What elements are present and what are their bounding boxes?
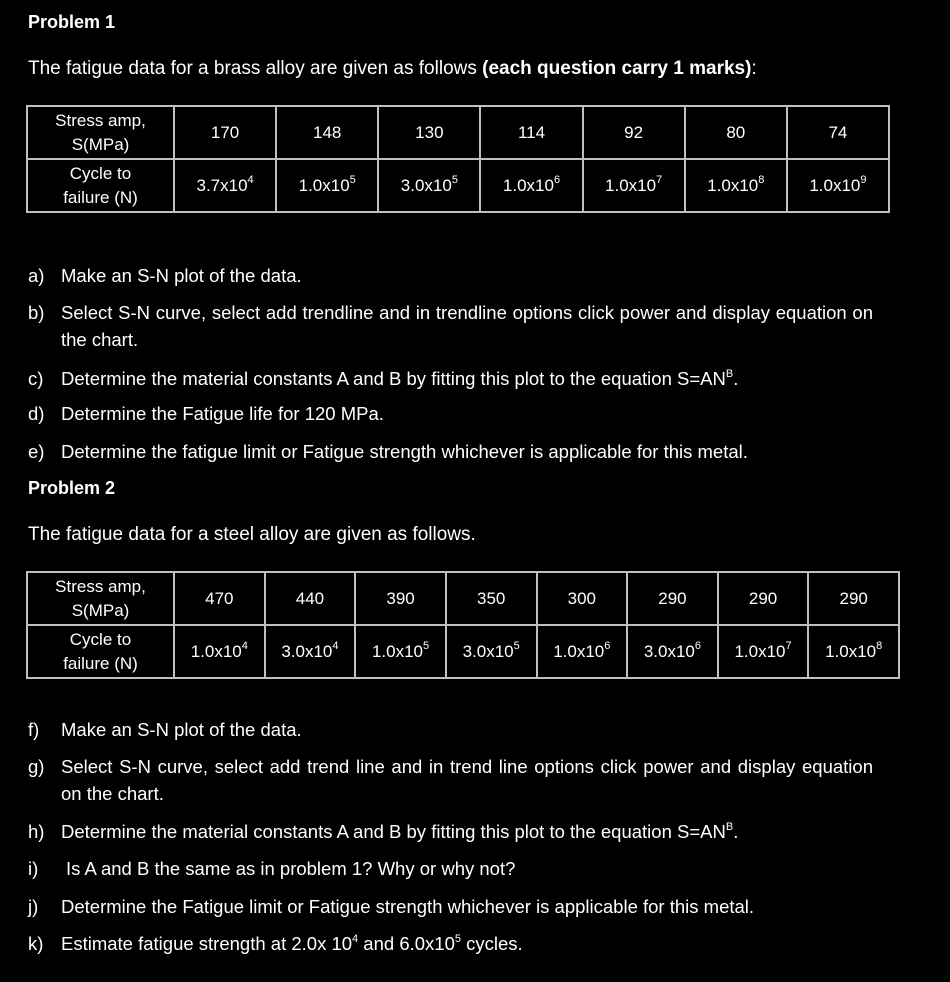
table-cell: 92 bbox=[583, 106, 685, 159]
table-cell: 148 bbox=[276, 106, 378, 159]
table-cell: 74 bbox=[787, 106, 889, 159]
table-cell: $3.0x10^5$ bbox=[446, 625, 537, 678]
row-label-cycles: Cycle to failure (N) bbox=[27, 159, 174, 212]
problem2-heading: Problem 2 bbox=[28, 478, 116, 498]
brass-fatigue-table bbox=[26, 105, 890, 213]
question-f: f) Make an S-N plot of the data. bbox=[28, 719, 302, 740]
question-b: b) Select S-N curve, select add trendline and in trendline options click power and display equation on the chart. bbox=[28, 302, 873, 350]
table-cell: $1.0x10^7$ bbox=[583, 159, 685, 212]
question-d: d) Determine the Fatigue life for 120 MPa. bbox=[28, 403, 384, 424]
table-cell: $1.0x10^8$ bbox=[685, 159, 787, 212]
question-h: h) Determine the material constants A and B by fitting this plot to the equation $S=AN^B$. bbox=[28, 820, 739, 842]
table-cell: $1.0x10^7$ bbox=[718, 625, 809, 678]
problem1-heading: Problem 1 bbox=[28, 12, 116, 32]
question-c: c) Determine the material constants A and B by fitting this plot to the equation $S=AN^B$. bbox=[28, 367, 739, 389]
question-k: k) Estimate fatigue strength at 2.0x $10^4$ and $6.0x10^5$ cycles. bbox=[28, 932, 523, 954]
table-cell: 290 bbox=[627, 572, 718, 625]
table-cell: 470 bbox=[174, 572, 265, 625]
question-a: a) Make an S-N plot of the data. bbox=[28, 265, 302, 286]
table-cell: 290 bbox=[808, 572, 899, 625]
row-label-stress: Stress amp, S(MPa) bbox=[27, 106, 174, 159]
question-e: e) Determine the fatigue limit or Fatigue strength whichever is applicable for this metal. bbox=[28, 441, 748, 462]
table-cell: $1.0x10^6$ bbox=[537, 625, 628, 678]
table-cell: $1.0x10^8$ bbox=[808, 625, 899, 678]
table-cell: $3.0x10^6$ bbox=[627, 625, 718, 678]
table-cell: 170 bbox=[174, 106, 276, 159]
table-row bbox=[27, 625, 899, 678]
table-cell: $1.0x10^6$ bbox=[480, 159, 582, 212]
table-cell: 80 bbox=[685, 106, 787, 159]
table-cell: $1.0x10^5$ bbox=[276, 159, 378, 212]
table-row bbox=[27, 572, 899, 625]
table-cell: $1.0x10^9$ bbox=[787, 159, 889, 212]
table-cell: $3.0x10^5$ bbox=[378, 159, 480, 212]
table-cell: 114 bbox=[480, 106, 582, 159]
table-cell: $3.7x10^4$ bbox=[174, 159, 276, 212]
table-cell: $3.0x10^4$ bbox=[265, 625, 356, 678]
table-cell: $1.0x10^5$ bbox=[355, 625, 446, 678]
question-g: g) Select S-N curve, select add trend line and in trend line options click power and display equation on the chart. bbox=[28, 756, 873, 804]
table-cell: $1.0x10^4$ bbox=[174, 625, 265, 678]
problem1-intro: The fatigue data for a brass alloy are given as follows (each question carry 1 marks): bbox=[28, 58, 757, 79]
row-label-cycles: Cycle to failure (N) bbox=[27, 625, 174, 678]
question-i: i) Is A and B the same as in problem 1? Why or why not? bbox=[28, 858, 516, 879]
problem2-intro: The fatigue data for a steel alloy are given as follows. bbox=[28, 524, 476, 545]
table-cell: 130 bbox=[378, 106, 480, 159]
table-cell: 290 bbox=[718, 572, 809, 625]
table-cell: 300 bbox=[537, 572, 628, 625]
question-j: j) Determine the Fatigue limit or Fatigue strength whichever is applicable for this metal. bbox=[28, 896, 755, 917]
steel-fatigue-table bbox=[26, 571, 900, 679]
table-row bbox=[27, 106, 889, 159]
table-row bbox=[27, 159, 889, 212]
table-cell: 390 bbox=[355, 572, 446, 625]
row-label-stress: Stress amp, S(MPa) bbox=[27, 572, 174, 625]
table-cell: 350 bbox=[446, 572, 537, 625]
table-cell: 440 bbox=[265, 572, 356, 625]
